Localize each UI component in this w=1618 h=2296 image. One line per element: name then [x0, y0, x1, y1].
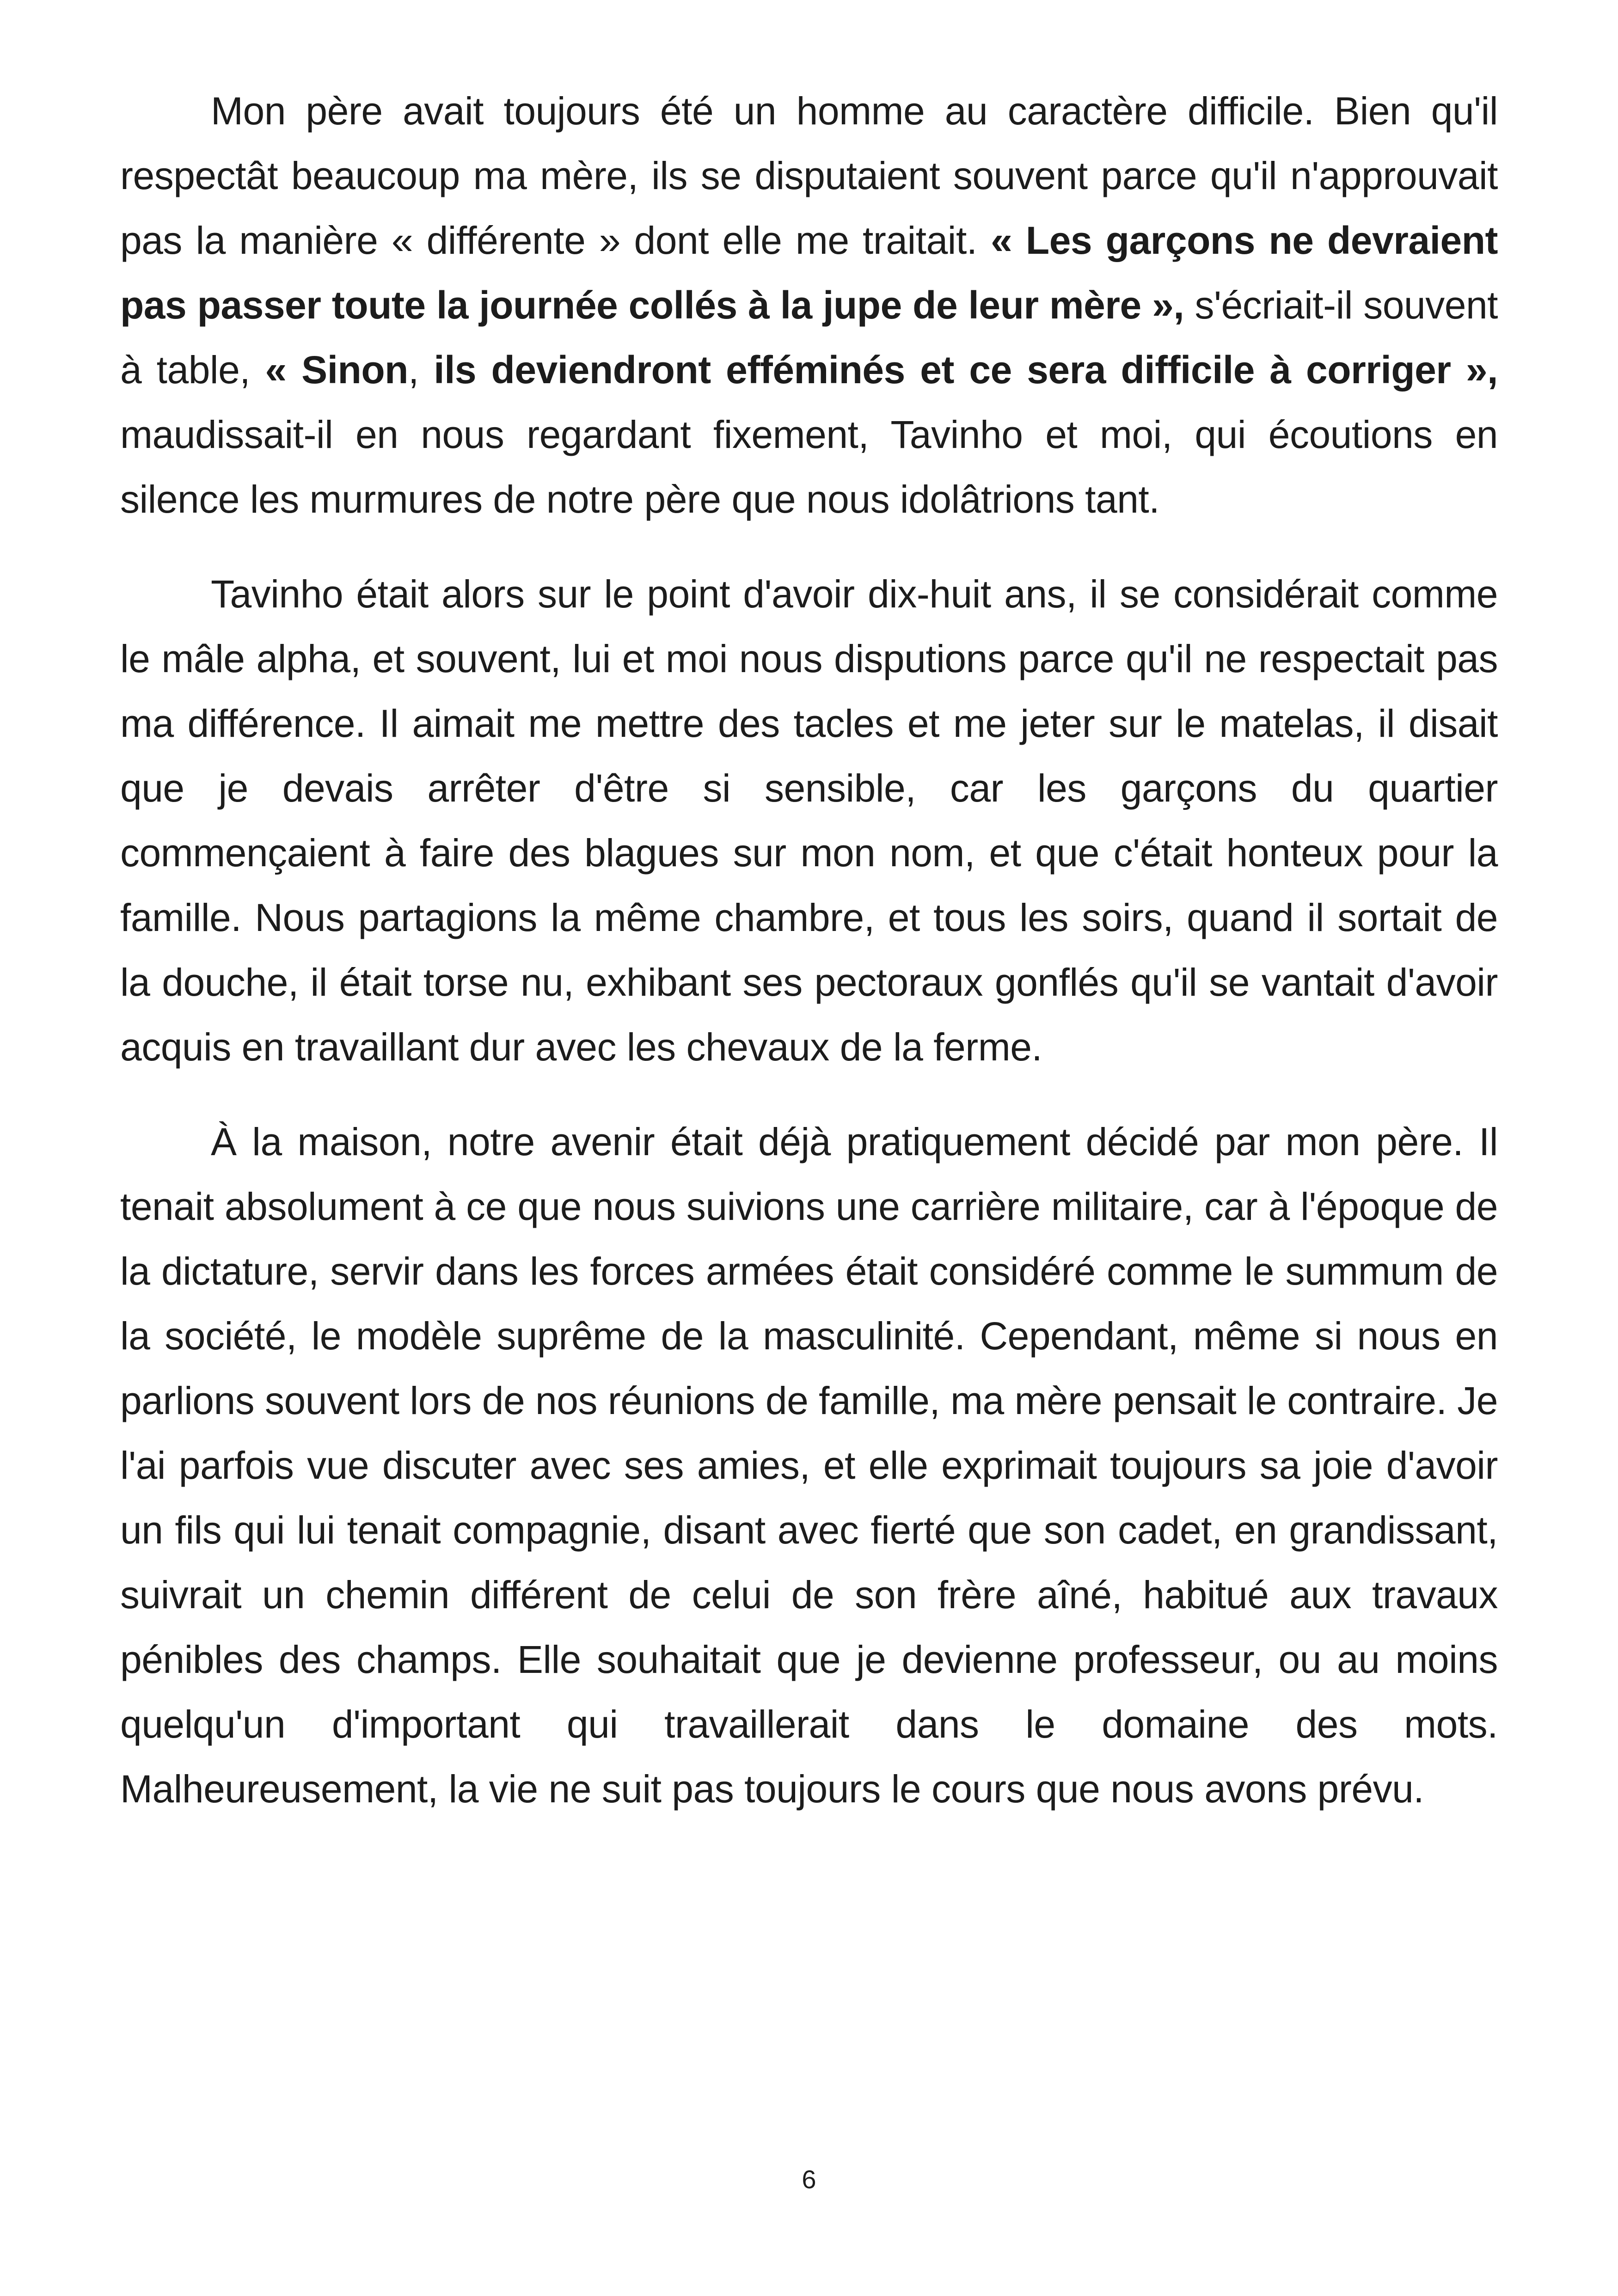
paragraph-2 — [120, 562, 1498, 1079]
body-text — [120, 79, 1498, 1851]
paragraph-2-segment: Tavinho était alors sur le point d'avoir dix-huit ans, il se considérait comme le mâle alpha, et souvent, lui et moi nous disputions parce qu'il ne respectait pas ma différence. Il aimait me mettre des tacles et me jeter sur le matelas, il disait que je devais arrêter d'être si sensible, car les garçons du quartier commençaient à faire des blagues sur mon nom, et que c'était honteux pour la famille. Nous partagions la même chambre, et tous les soirs, quand il sortait de la douche, il était torse nu, exhibant ses pectoraux gonflés qu'il se vantait d'avoir acquis en travaillant dur avec les chevaux de la ferme. — [120, 572, 1498, 1069]
paragraph-1-bold-quote: « Sinon — [265, 348, 408, 392]
paragraph-1-segment: s'écriait-il souvent à table, — [120, 283, 1498, 392]
paragraph-1-segment: Mon père avait toujours été un homme au caractère difficile. Bien qu'il respectât beaucoup ma mère, ils se disputaient souvent parce qu'il n'approuvait pas la manière « différente » dont elle me traitait. — [120, 89, 1498, 262]
paragraph-1-segment: maudissait-il en nous regardant fixement, Tavinho et moi, qui écoutions en silence les murmures de notre père que nous idolâtrions tant. — [120, 413, 1498, 521]
paragraph-1-bold-quote: ils deviendront efféminés et ce sera difficile à corriger », — [434, 348, 1498, 392]
paragraph-3 — [120, 1109, 1498, 1821]
paragraph-1 — [120, 79, 1498, 532]
paragraph-3-segment: À la maison, notre avenir était déjà pratiquement décidé par mon père. Il tenait absolument à ce que nous suivions une carrière militaire, car à l'époque de la dictature, servir dans les forces armées était considéré comme le summum de la société, le modèle suprême de la masculinité. Cependant, même si nous en parlions souvent lors de nos réunions de famille, ma mère pensait le contraire. Je l'ai parfois vue discuter avec ses amies, et elle exprimait toujours sa joie d'avoir un fils qui lui tenait compagnie, disant avec fierté que son cadet, en grandissant, suivrait un chemin différent de celui de son frère aîné, habitué aux travaux pénibles des champs. Elle souhaitait que je devienne professeur, ou au moins quelqu'un d'important qui travaillerait dans le domaine des mots. Malheureusement, la vie ne suit pas toujours le cours que nous avons prévu. — [120, 1120, 1498, 1811]
page-number: 6 — [802, 2165, 816, 2194]
paragraph-1-segment: , — [408, 348, 434, 392]
paragraph-1-bold-quote: « Les garçons ne devraient pas passer toute la journée collés à la jupe de leur mère », — [120, 219, 1498, 327]
